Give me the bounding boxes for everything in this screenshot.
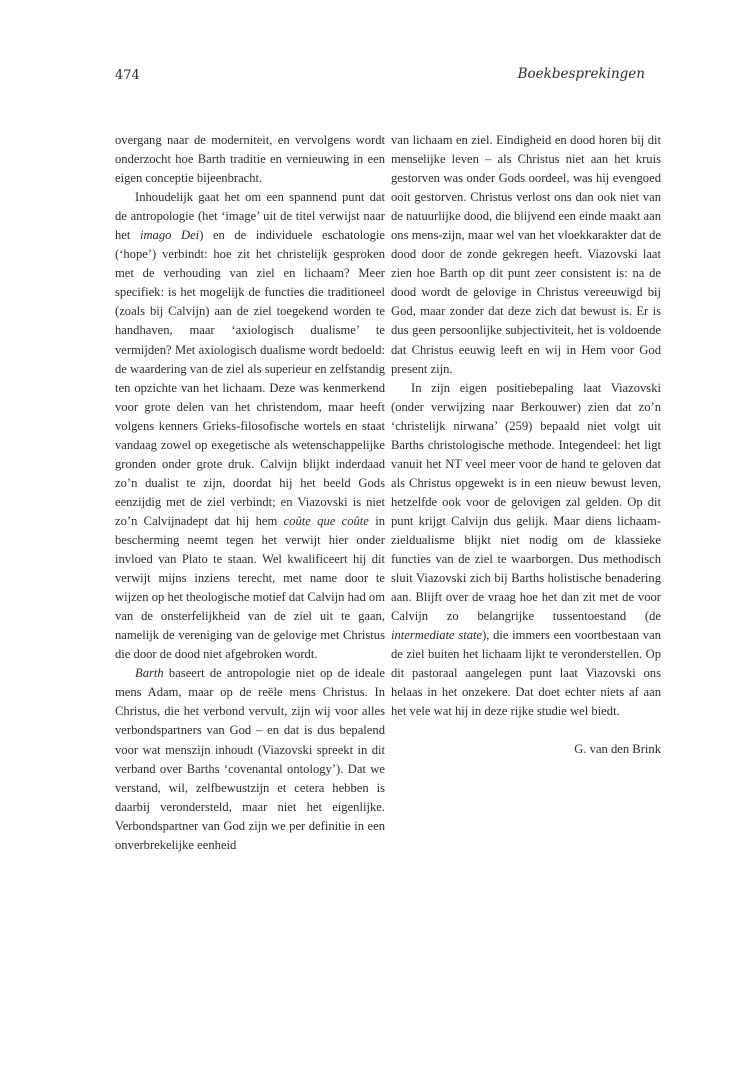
paragraph: overgang naar de moderniteit, en vervolgens wordt onderzocht hoe Barth traditie en vernieuwing in een eigen conceptie bijeenbracht. <box>115 133 385 186</box>
paragraph: van lichaam en ziel. Eindigheid en dood horen bij dit menselijke leven – als Christus niet aan het kruis gestorven was onder Gods oordeel, was hij evengoed ooit gestorven. Christus verlost ons dan ook niet van de natuurlijke dood, die blijvend een einde maakt aan ons mens-zijn, maar wel van het vloekkarakter dat de dood door de zonde gekregen heeft. Viazovski laat zien hoe Barth op dit punt zeer consistent is: na de dood wordt de gelovige in Christus vereeuwigd bij God, maar zonder dat deze zich dat bewust is. Er is dus geen persoonlijke subjectiviteit, het is voldoende dat Christus eeuwig leeft en wij in Hem voor God present zijn. <box>391 133 661 376</box>
text-run: ) en de individuele eschatologie (‘hope’) verbindt: hoe zit het christelijk gesproken met de verhouding van ziel en lichaam? Meer specifiek: is het mogelijk de functies die traditioneel (zoals bij Calvijn) aan de ziel toegekend worden te handhaven, maar ‘axiologisch dualisme’ te vermijden? Met axiologisch dualisme wordt bedoeld: de waardering van de ziel als superieur en zelfstandig ten opzichte van het lichaam. Deze was kenmerkend voor grote delen van het christendom, maar heeft volgens kenners Grieks-filosofische wortels en staat vandaag zowel op exegetische als wetenschappelijke gronden onder grote druk. Calvijn blijkt inderdaad zo’n dualist te zijn, doordat hij het beeld Gods eenzijdig met de ziel verbindt; en Viazovski is niet zo’n Calvijnadept dat hij hem <box>115 228 385 528</box>
text-run: ), die immers een voortbestaan van de ziel buiten het lichaam lijkt te veronderstellen. Op dit pastoraal aangelegen punt laat Viazovski ons helaas in het onzekere. Dat doet echter niets af aan het vele wat hij in deze rijke studie wel biedt. <box>391 628 661 719</box>
text-run: Inhoudelijk gaat het om een spannend punt dat de antropologie (het ‘image’ uit de titel verwijst naar het <box>115 190 385 243</box>
text-run: baseert de antropologie niet op de ideale mens Adam, maar op de reële mens Christus. In Christus, die het verbond vervult, zijn wij voor alles verbondspartners van God – en dat is dus bepalend voor wat menszijn inhoudt (Viazovski spreekt in dit verband over Barths ‘covenantal ontology’). Dat we verstand, wil, zelfbewustzijn et cetera hebben is daarbij verondersteld, maar niet het eigenlijke. Verbondspartner van God zijn we per definitie in een onverbrekelijke eenheid <box>115 666 385 852</box>
paragraph <box>391 379 661 722</box>
page-number: 474 <box>115 68 140 83</box>
italic-term: Barth <box>135 666 164 681</box>
paragraph <box>115 188 385 664</box>
italic-term: coûte que coûte <box>283 513 369 528</box>
text-run: in bescherming neemt tegen het verwijt hier onder invloed van Plato te staan. Wel kwalificeert hij dit verwijt mijns inziens terecht, met name door te wijzen op het theologische motief dat Calvijn had om van de onsterfelijkheid van de ziel uit te gaan, namelijk de vereniging van de gelovige met Christus die door de dood niet afgebroken wordt. <box>115 513 386 662</box>
left-column <box>115 131 385 855</box>
right-column <box>391 131 661 760</box>
paragraph <box>115 664 385 854</box>
text-run: In zijn eigen positiebepaling laat Viazovski (onder verwijzing naar Berkouwer) zien dat zo’n ‘christelijk nirwana’ (259) bepaald niet volgt uit Barths christologische methode. Integendeel: het ligt vanuit het NT veel meer voor de hand te geloven dat als Christus opgewekt is in een nieuw bewust leven, hetzelfde ook voor de gelovigen zal gelden. Op dit punt krijgt Calvijn dus gelijk. Maar diens lichaam-zieldualisme blijkt niet nodig om de klassieke functies van de ziel te waarborgen. Dus methodisch sluit Viazovski zich bij Barths holistische benadering aan. Blijft over de vraag hoe het dan zit met de voor Calvijn zo belangrijke tussentoestand (de <box>391 380 661 624</box>
running-head: Boekbesprekingen <box>517 66 645 82</box>
italic-term: imago Dei <box>139 228 200 243</box>
italic-term: intermediate state <box>391 628 483 643</box>
author-signature: G. van den Brink <box>574 742 661 757</box>
